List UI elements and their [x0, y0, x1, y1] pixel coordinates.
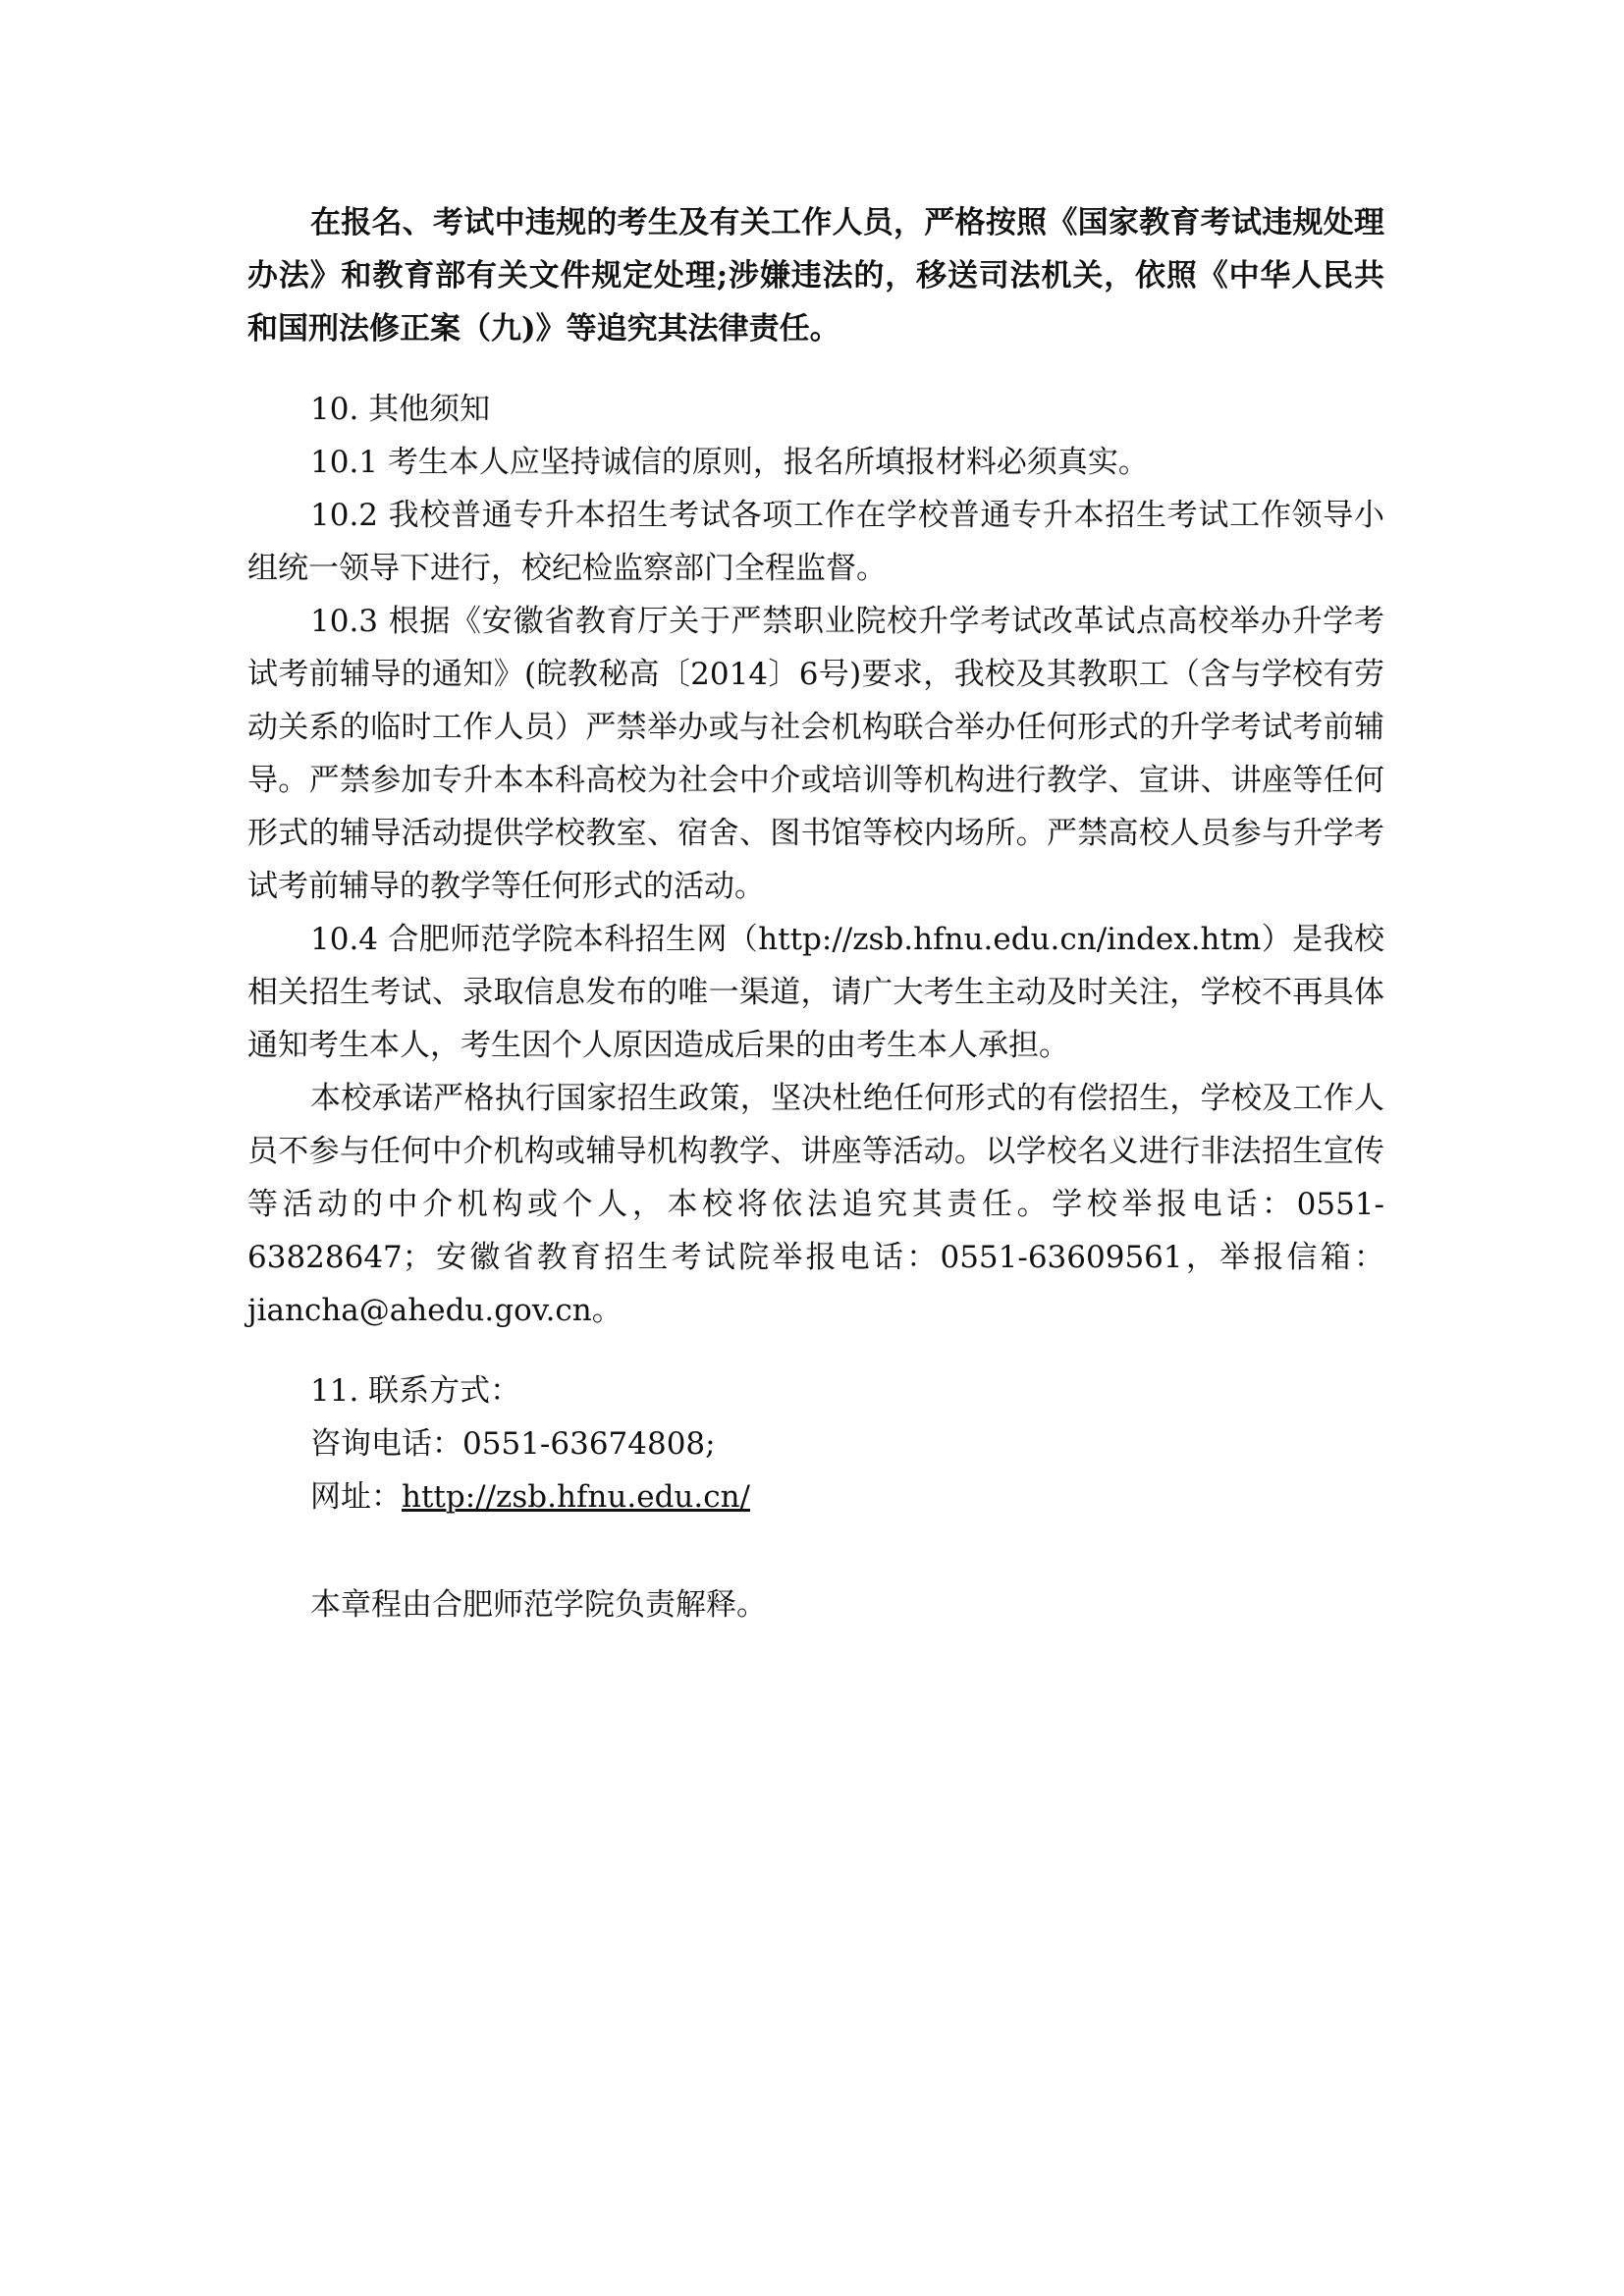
spacer: [247, 1337, 1384, 1364]
section-10-2: 10.2 我校普通专升本招生考试各项工作在学校普通专升本招生考试工作领导小组统一领导下进行，校纪检监察部门全程监督。: [247, 498, 1384, 586]
commitment-paragraph: 本校承诺严格执行国家招生政策，坚决杜绝任何形式的有偿招生，学校及工作人员不参与任何中介机构或辅导机构教学、讲座等活动。以学校名义进行非法招生宣传等活动的中介机构或个人，本校将依法追究其责任。学校举报电话：0551-63828647；安徽省教育招生考试院举报电话：0551-63609561，举报信箱：jiancha@ahedu.gov.cn。: [247, 1081, 1384, 1328]
contact-website: [247, 1470, 1384, 1523]
violation-paragraph: 在报名、考试中违规的考生及有关工作人员，严格按照《国家教育考试违规处理办法》和教育部有关文件规定处理;涉嫌违法的，移送司法机关，依照《中华人民共和国刑法修正案（九)》等追究其法律责任。: [247, 205, 1384, 347]
contact-phone-label: 咨询电话：: [310, 1426, 462, 1462]
section-10-1: 10.1 考生本人应坚持诚信的原则，报名所填报材料必须真实。: [310, 445, 1149, 480]
document-body: [247, 196, 1384, 1631]
contact-phone-value: 0551-63674808;: [462, 1426, 716, 1462]
spacer: [247, 355, 1384, 383]
section-11-heading: 11. 联系方式：: [310, 1373, 521, 1409]
closing-statement: 本章程由合肥师范学院负责解释。: [310, 1587, 767, 1623]
spacer: [247, 1523, 1384, 1578]
section-10-4: 10.4 合肥师范学院本科招生网（http://zsb.hfnu.edu.cn/index.htm）是我校相关招生考试、录取信息发布的唯一渠道，请广大考生主动及时关注，学校不再具体通知考生本人，考生因个人原因造成后果的由考生本人承担。: [247, 922, 1384, 1063]
section-10-3: 10.3 根据《安徽省教育厅关于严禁职业院校升学考试改革试点高校举办升学考试考前辅导的通知》(皖教秘高〔2014〕6号)要求，我校及其教职工（含与学校有劳动关系的临时工作人员）严禁举办或与社会机构联合举办任何形式的升学考试考前辅导。严禁参加专升本本科高校为社会中介或培训等机构进行教学、宣讲、讲座等任何形式的辅导活动提供学校教室、宿舍、图书馆等校内场所。严禁高校人员参与升学考试考前辅导的教学等任何形式的活动。: [247, 604, 1384, 904]
contact-website-label: 网址：: [310, 1479, 402, 1515]
website-link[interactable]: http://zsb.hfnu.edu.cn/: [402, 1479, 751, 1515]
contact-phone: [247, 1417, 1384, 1470]
section-10-heading: 10. 其他须知: [310, 392, 491, 427]
